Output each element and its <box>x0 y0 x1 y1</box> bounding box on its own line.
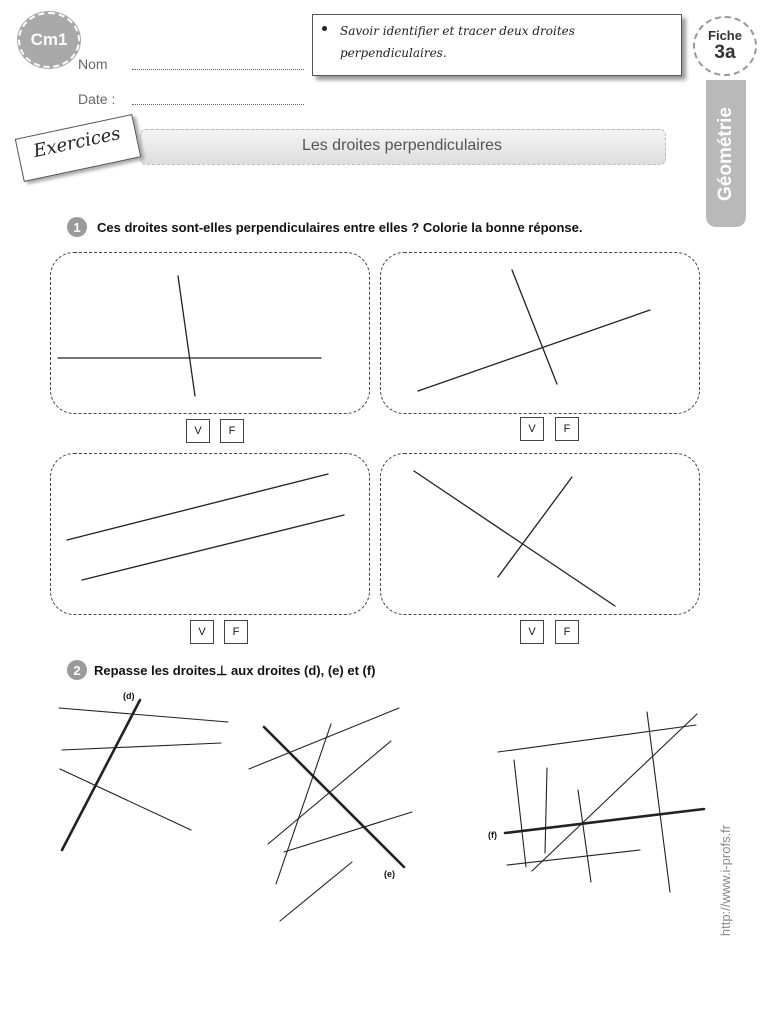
f-thin-1 <box>498 725 696 752</box>
p2-line-a <box>418 310 650 391</box>
p4-line-b <box>498 477 572 577</box>
f-line <box>505 809 704 833</box>
label-d: (d) <box>123 691 135 701</box>
answer-true-4[interactable]: V <box>520 620 544 644</box>
p2-line-b <box>512 270 557 384</box>
f-thin-6 <box>578 790 591 882</box>
exercise-2-number: 2 <box>67 660 87 680</box>
level-badge: Cm1 <box>18 12 80 68</box>
exercise-2-instruction: Repasse les droites⊥ aux droites (d), (e) et (f) <box>94 663 376 678</box>
f-thin-5 <box>545 768 547 853</box>
answer-true-3[interactable]: V <box>190 620 214 644</box>
answer-false-4[interactable]: F <box>555 620 579 644</box>
exercise-1-number: 1 <box>67 217 87 237</box>
p4-line-a <box>414 471 615 606</box>
date-label: Date : <box>78 91 116 107</box>
f-thin-3 <box>532 714 697 871</box>
answer-false-2[interactable]: F <box>555 417 579 441</box>
subject-label: Géométrie <box>715 106 737 201</box>
e-thin-4 <box>284 812 412 852</box>
name-label: Nom <box>78 56 108 72</box>
answer-false-3[interactable]: F <box>224 620 248 644</box>
page-title: Les droites perpendiculaires <box>301 137 503 154</box>
f-thin-4 <box>514 760 526 867</box>
e-thin-5 <box>280 862 352 921</box>
footer-url-wrap <box>704 790 748 970</box>
e-thin-1 <box>249 708 399 769</box>
exercise-1-instruction: Ces droites sont-elles perpendiculaires entre elles ? Colorie la bonne réponse. <box>97 220 583 235</box>
fiche-label: Fiche <box>708 28 742 43</box>
f-thin-7 <box>507 850 640 865</box>
d-thin-2 <box>62 743 221 750</box>
d-thin-3 <box>60 769 191 830</box>
p3-line-a <box>67 474 328 540</box>
e-thin-3 <box>268 741 391 844</box>
p1-line-steep <box>178 276 195 396</box>
d-thin-1 <box>59 708 228 722</box>
answer-true-2[interactable]: V <box>520 417 544 441</box>
exercises-tag: Exercices <box>31 123 123 162</box>
f-thin-2 <box>647 712 670 892</box>
fiche-number: 3a <box>714 42 736 63</box>
answer-true-1[interactable]: V <box>186 419 210 443</box>
label-e: (e) <box>384 869 395 879</box>
label-f: (f) <box>488 830 497 840</box>
objective-text: Savoir identifier et tracer deux droites perpendiculaires. <box>340 24 575 60</box>
answer-false-1[interactable]: F <box>220 419 244 443</box>
footer-url[interactable]: http://www.i-profs.fr <box>718 824 734 936</box>
p3-line-b <box>82 515 344 580</box>
